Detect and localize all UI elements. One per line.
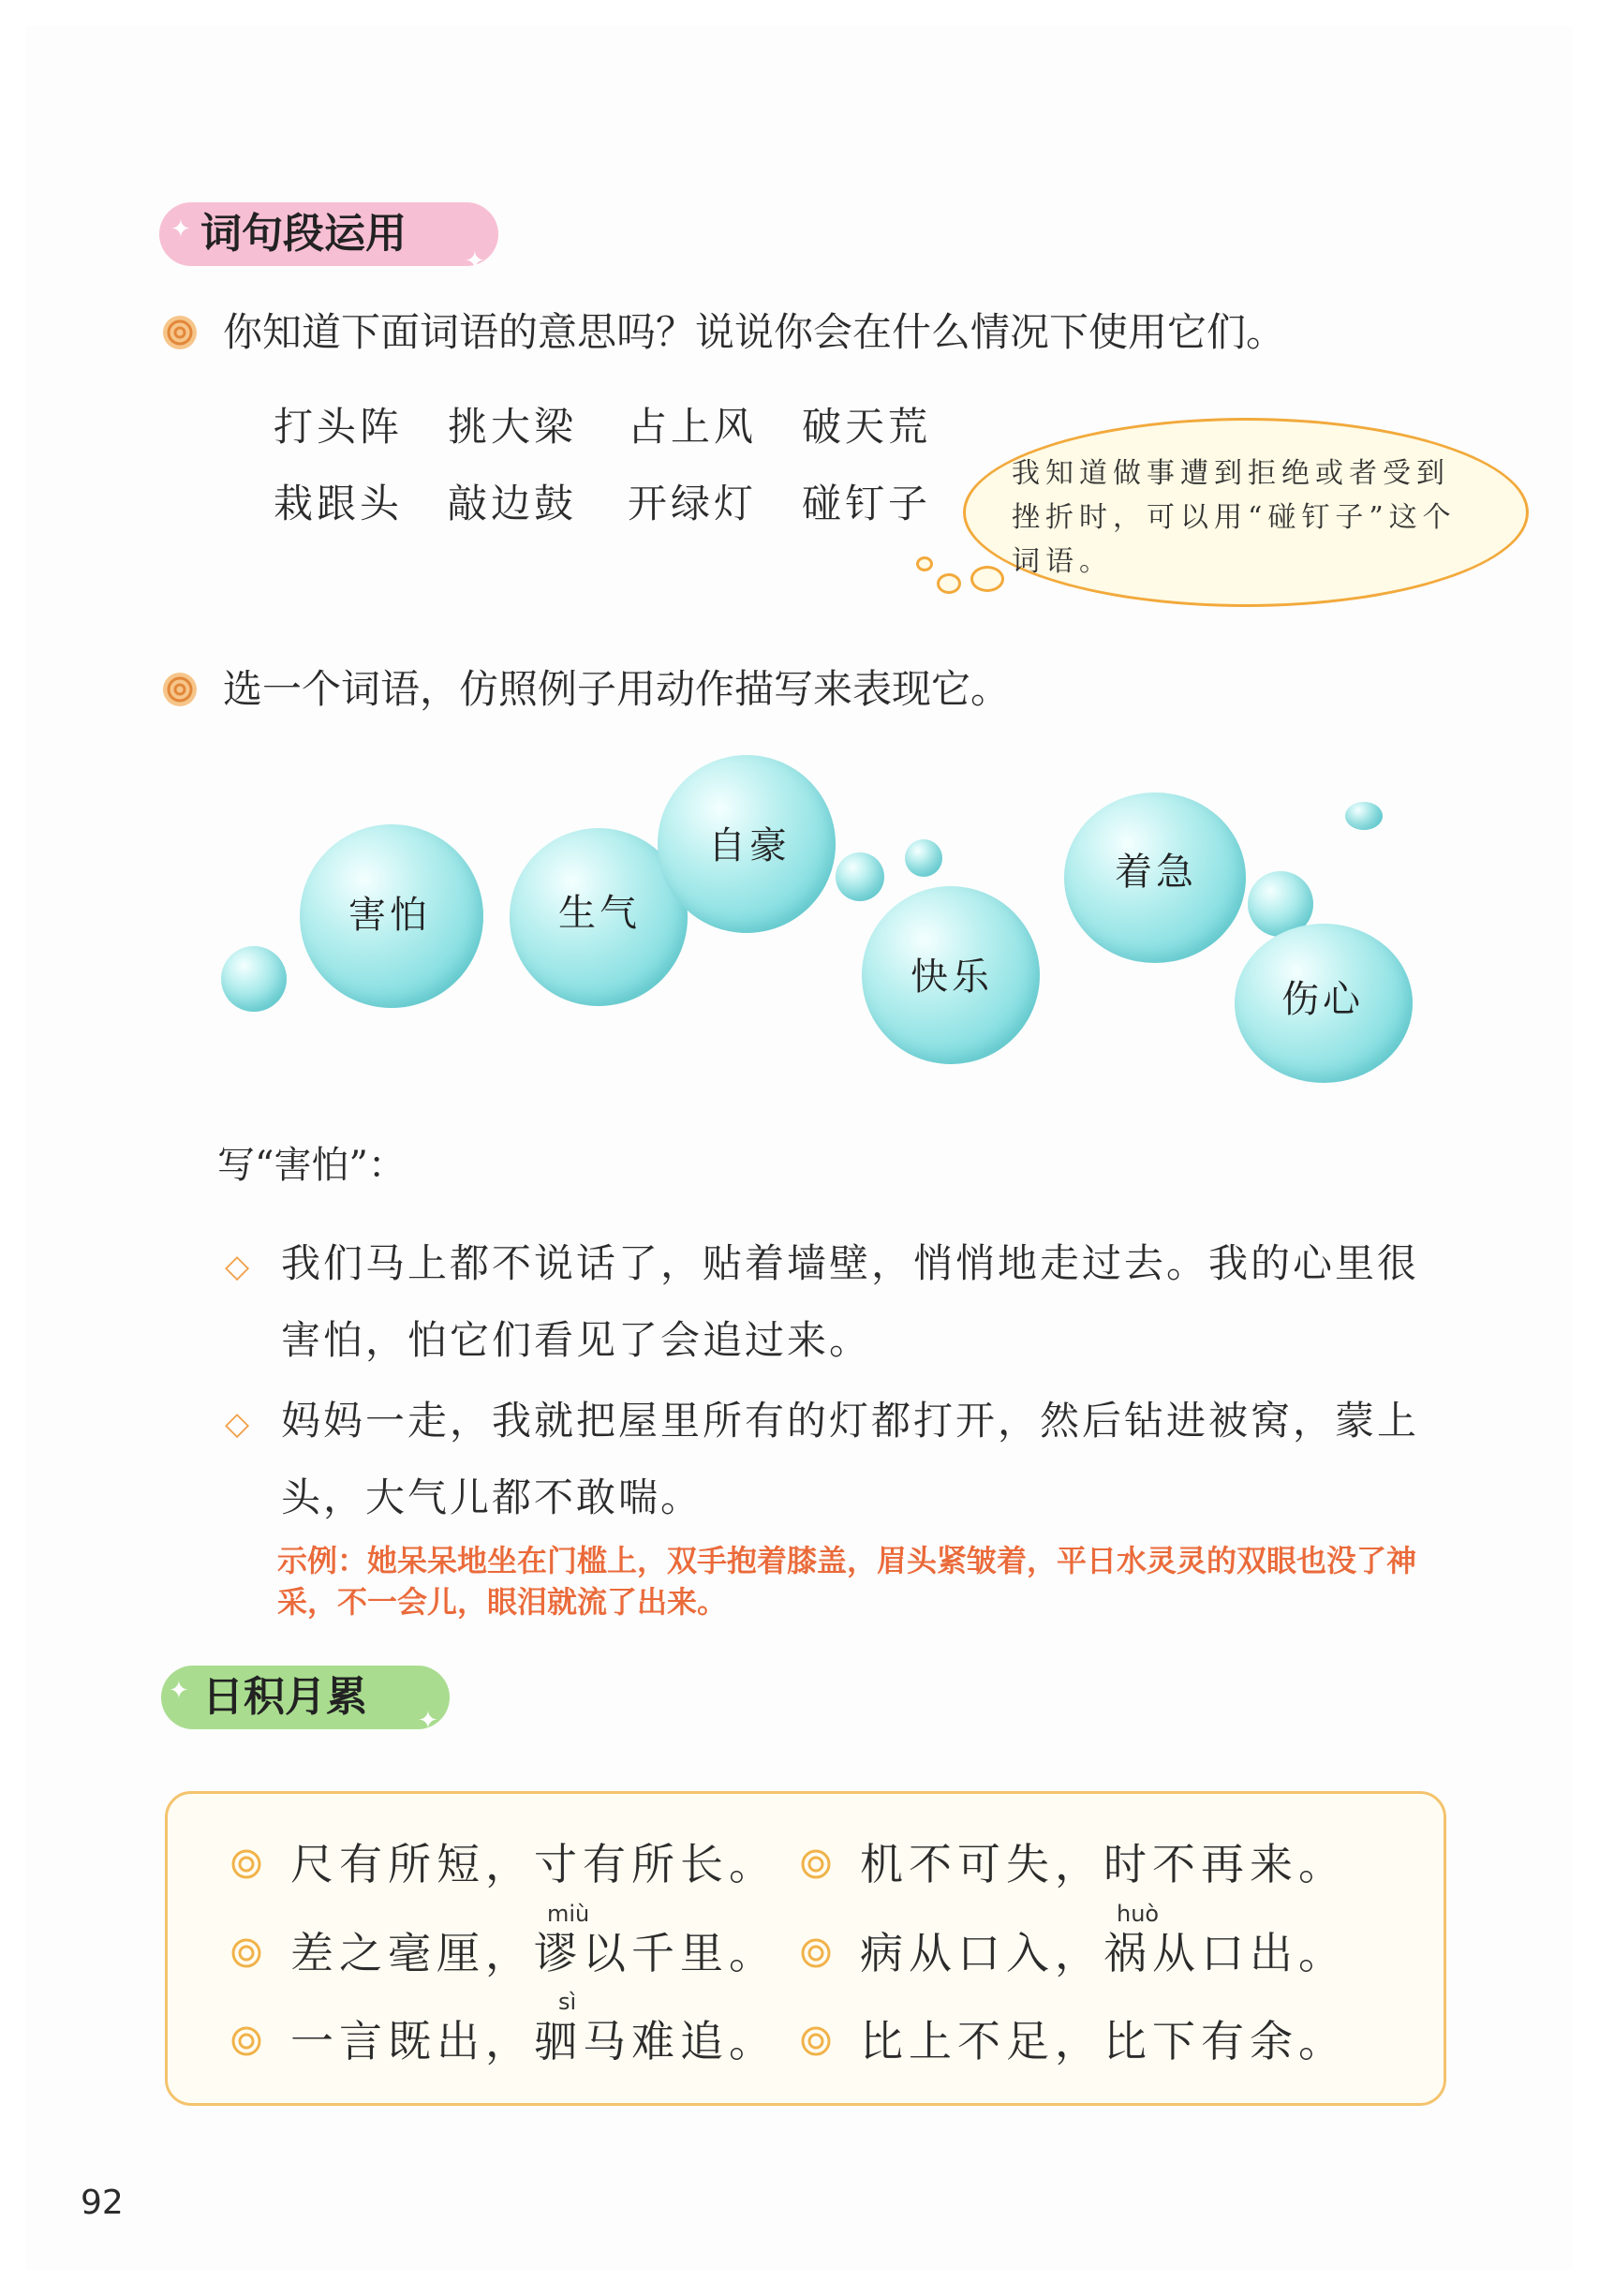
pinyin-annotation: sì [558,1989,577,2015]
thought-dot [970,566,1004,592]
emotion-label: 害怕 [348,894,431,937]
swirl-bullet-icon [161,671,199,708]
circle-bullet-icon [230,2025,262,2057]
word-item: 破天荒 [802,404,932,450]
idiom-text: 差之毫厘，谬以千里。 [290,1928,777,1978]
star-icon: ✦ [169,1677,189,1705]
small-bubble [221,946,287,1012]
pinyin-annotation: huò [1117,1901,1160,1927]
diamond-bullet-icon: ◇ [225,1248,250,1285]
pinyin-annotation: miù [547,1901,590,1927]
idiom-text: 机不可失，时不再来。 [860,1839,1347,1889]
emotion-label: 快乐 [911,955,993,999]
section-title-words [159,202,498,266]
idiom-text: 一言既出，驷马难追。 [290,2016,777,2066]
section-title-accumulate-text: 日积月累 [202,1673,367,1721]
section-title-accumulate [161,1666,450,1729]
diamond-bullet-icon: ◇ [225,1405,250,1443]
word-item: 栽跟头 [274,481,404,526]
idiom-text: 病从口入，祸从口出。 [860,1928,1347,1978]
word-item: 打头阵 [274,404,404,450]
thought-dot [916,556,933,571]
example-paragraph: 我们马上都不说话了，贴着墙壁，悄悄地走过去。我的心里很害怕，怕它们看见了会追过来。 [281,1240,1420,1363]
word-item: 占上风 [628,404,758,450]
star-icon: ✦ [418,1707,438,1735]
emotion-label: 自豪 [708,824,791,867]
write-prompt: 写“害怕”： [217,1144,406,1187]
star-icon: ✦ [170,215,191,244]
swirl-bullet-icon [161,314,199,351]
circle-bullet-icon [230,1937,262,1969]
circle-bullet-icon [800,1937,832,1969]
small-bubble [836,852,884,901]
word-item: 挑大梁 [448,404,578,450]
emotion-label: 着急 [1115,851,1197,894]
circle-bullet-icon [230,1848,262,1880]
word-item: 敲边鼓 [448,481,578,526]
circle-bullet-icon [800,2025,832,2057]
idiom-text: 尺有所短，寸有所长。 [290,1839,777,1889]
thought-bubble-text: 我知道做事遭到拒绝或者受到挫折时，可以用“碰钉子”这个词语。 [1012,457,1457,578]
idiom-text: 比上不足，比下有余。 [860,2016,1347,2066]
question-1: 你知道下面词语的意思吗？说说你会在什么情况下使用它们。 [223,309,1286,355]
example-paragraph: 妈妈一走，我就把屋里所有的灯都打开，然后钻进被窝，蒙上头，大气儿都不敢喘。 [281,1398,1420,1520]
page-number: 92 [81,2184,124,2222]
section-title-words-text: 词句段运用 [200,210,407,258]
word-item: 碰钉子 [802,481,932,526]
circle-bullet-icon [800,1848,832,1880]
emotion-label: 生气 [558,892,641,935]
question-2: 选一个词语，仿照例子用动作描写来表现它。 [223,666,1011,712]
small-bubble [1345,802,1383,830]
small-bubble [905,839,942,877]
word-item: 开绿灯 [628,481,758,526]
answer-example: 示例：她呆呆地坐在门槛上，双手抱着膝盖，眉头紧皱着，平日水灵灵的双眼也没了神采，不一会儿，眼泪就流了出来。 [277,1543,1417,1620]
emotion-label: 伤心 [1281,978,1364,1021]
star-icon: ✦ [465,247,485,275]
thought-dot [937,573,961,594]
